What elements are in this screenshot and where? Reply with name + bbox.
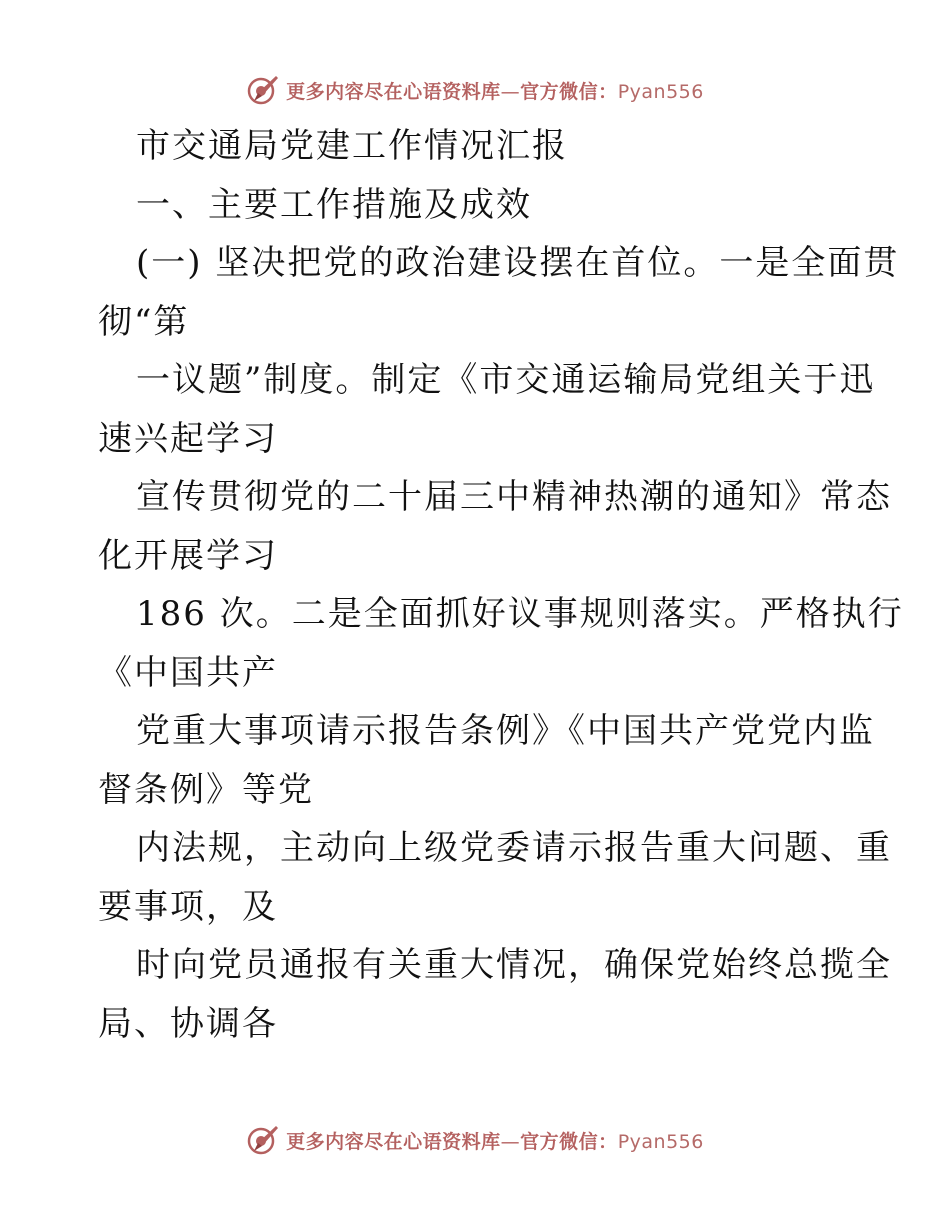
text-line: 速兴起学习 <box>98 418 278 459</box>
text-line: 时向党员通报有关重大情况，确保党始终总揽全 <box>136 945 892 985</box>
text-line: 《中国共产 <box>98 652 278 693</box>
text-line: 186 次。二是全面抓好议事规则落实。严格执行 <box>136 594 904 634</box>
text-line: 要事项，及 <box>98 886 278 927</box>
quill-pen-icon <box>246 73 280 107</box>
text-line: 市交通局党建工作情况汇报 <box>136 126 568 166</box>
text-line: (一) 坚决把党的政治建设摆在首位。一是全面贯 <box>136 243 900 283</box>
document-body <box>98 117 904 1053</box>
text-line: 化开展学习 <box>98 535 278 576</box>
watermark-text: 更多内容尽在心语资料库—官方微信：Pyan556 <box>286 1130 704 1153</box>
text-line: 宣传贯彻党的二十届三中精神热潮的通知》常态 <box>136 477 892 517</box>
text-line: 局、协调各 <box>98 1003 278 1044</box>
quill-pen-icon <box>246 1123 280 1157</box>
text-line: 一、主要工作措施及成效 <box>136 184 532 225</box>
text-line: 督条例》等党 <box>98 769 314 810</box>
text-line: 内法规，主动向上级党委请示报告重大问题、重 <box>136 828 892 868</box>
text-line: 彻“第 <box>98 301 190 342</box>
text-line: 一议题”制度。制定《市交通运输局党组关于迅 <box>136 360 876 400</box>
footer-watermark <box>0 1120 950 1160</box>
watermark-text: 更多内容尽在心语资料库—官方微信：Pyan556 <box>286 80 704 103</box>
header-watermark <box>0 70 950 110</box>
text-line: 党重大事项请示报告条例》《中国共产党党内监 <box>136 711 875 751</box>
